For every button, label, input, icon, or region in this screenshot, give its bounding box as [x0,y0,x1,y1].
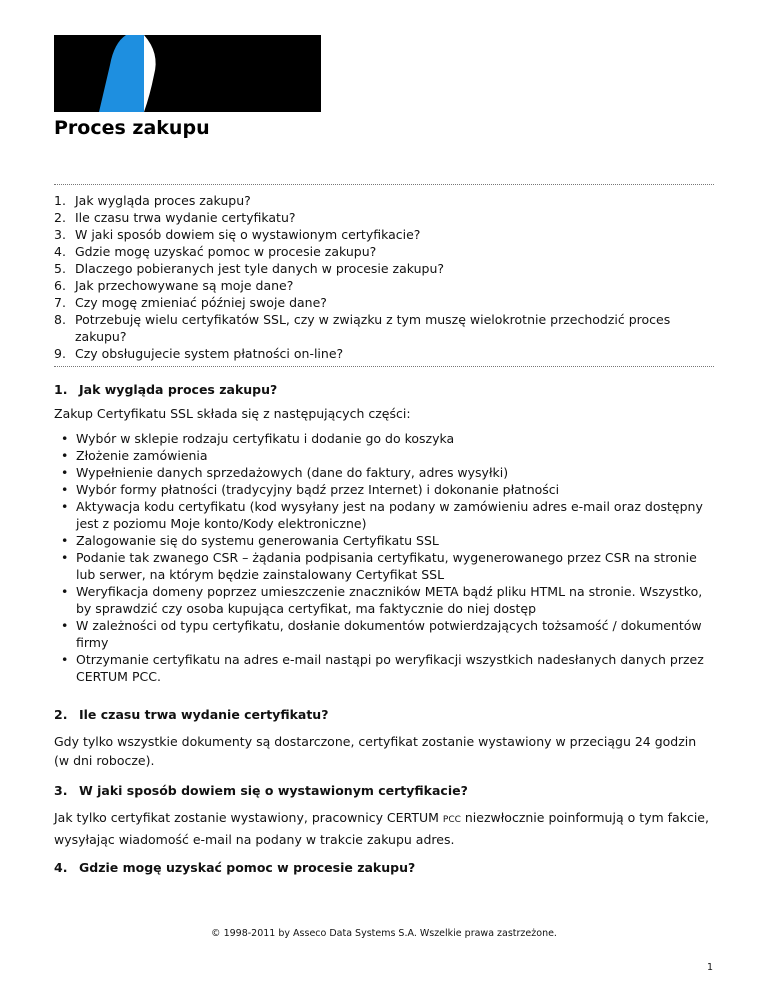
purchase-steps-list [54,430,704,685]
dotted-divider-bottom [54,366,714,367]
toc-item: 3. W jaki sposób dowiem się o wystawionym certyfikacie? [54,227,421,242]
toc-item: 4. Gdzie mogę uzyskać pomoc w procesie zakupu? [54,244,377,259]
toc-item-text: Gdzie mogę uzyskać pomoc w procesie zakupu? [75,244,377,259]
toc-item: 7. Czy mogę zmieniać później swoje dane? [54,295,327,310]
list-item: • W zależności od typu certyfikatu, dosłanie dokumentów potwierdzających tożsamość / dokumentów firmy [61,618,702,650]
list-item: • Otrzymanie certyfikatu na adres e-mail nastąpi po weryfikacji wszystkich nadesłanych danych przez CERTUM PCC. [61,652,704,684]
copyright-footer: © 1998-2011 by Asseco Data Systems S.A. Wszelkie prawa zastrzeżone. [211,928,557,939]
toc-item: 9. Czy obsługujecie system płatności on-line? [54,346,344,361]
logo-mark-icon [54,35,321,112]
toc-item: 5. Dlaczego pobieranych jest tyle danych w procesie zakupu? [54,261,445,276]
toc-item-text: Czy mogę zmieniać później swoje dane? [75,295,327,310]
page-title: Proces zakupu [54,117,210,139]
toc-item: 1. Jak wygląda proces zakupu? [54,193,251,208]
dotted-divider-top [54,184,714,185]
section-heading-4: 4. Gdzie mogę uzyskać pomoc w procesie zakupu? [54,860,416,875]
toc-item-text: Czy obsługujecie system płatności on-line? [75,346,344,361]
list-item: • Wybór w sklepie rodzaju certyfikatu i dodanie go do koszyka [61,431,455,446]
toc-item-text: Dlaczego pobieranych jest tyle danych w procesie zakupu? [75,261,445,276]
table-of-contents [54,192,714,362]
section-1-intro: Zakup Certyfikatu SSL składa się z następujących części: [54,406,411,421]
section-heading-2: 2. Ile czasu trwa wydanie certyfikatu? [54,707,329,722]
toc-item: 2. Ile czasu trwa wydanie certyfikatu? [54,210,296,225]
list-item: • Złożenie zamówienia [61,448,208,463]
toc-item-text: Jak przechowywane są moje dane? [75,278,294,293]
toc-item: 6. Jak przechowywane są moje dane? [54,278,294,293]
company-logo [54,35,321,112]
list-item: • Aktywacja kodu certyfikatu (kod wysyłany jest na podany w zamówieniu adres e-mail oraz dostępny jest z poziomu Moje konto/Kody elektroniczne) [61,499,703,531]
toc-item-text: Jak wygląda proces zakupu? [75,193,251,208]
list-item: • Zalogowanie się do systemu generowania Certyfikatu SSL [61,533,439,548]
toc-item-text: Ile czasu trwa wydanie certyfikatu? [75,210,296,225]
section-3-text: Jak tylko certyfikat zostanie wystawiony, pracownicy CERTUM PCC niezwłocznie poinformują o tym fakcie, wysyłając wiadomość e-mail na podany w trakcie zakupu adres. [54,810,709,847]
toc-item-text: W jaki sposób dowiem się o wystawionym certyfikacie? [75,227,421,242]
page-number: 1 [706,962,713,973]
toc-item: 8. Potrzebuję wielu certyfikatów SSL, czy w związku z tym muszę wielokrotnie przechodzić proces zakupu? [54,312,671,344]
list-item: • Wybór formy płatności (tradycyjny bądź przez Internet) i dokonanie płatności [61,482,560,497]
list-item: • Wypełnienie danych sprzedażowych (dane do faktury, adres wysyłki) [61,465,509,480]
section-heading-1: 1. Jak wygląda proces zakupu? [54,382,278,397]
list-item: • Podanie tak zwanego CSR – żądania podpisania certyfikatu, wygenerowanego przez CSR na stronie lub serwer, na którym będzie zainstalowany Certyfikat SSL [61,550,697,582]
toc-item-text: Potrzebuję wielu certyfikatów SSL, czy w związku z tym muszę wielokrotnie przechodzić proces zakupu? [75,312,671,344]
section-heading-3: 3. W jaki sposób dowiem się o wystawionym certyfikacie? [54,783,468,798]
section-2-text: Gdy tylko wszystkie dokumenty są dostarczone, certyfikat zostanie wystawiony w przeciągu 24 godzin (w dni robocze). [54,734,697,768]
list-item: • Weryfikacja domeny poprzez umieszczenie znaczników META bądź pliku HTML na stronie. Wszystko, by sprawdzić czy osoba kupująca certyfikat, ma faktycznie do niej dostęp [61,584,703,616]
